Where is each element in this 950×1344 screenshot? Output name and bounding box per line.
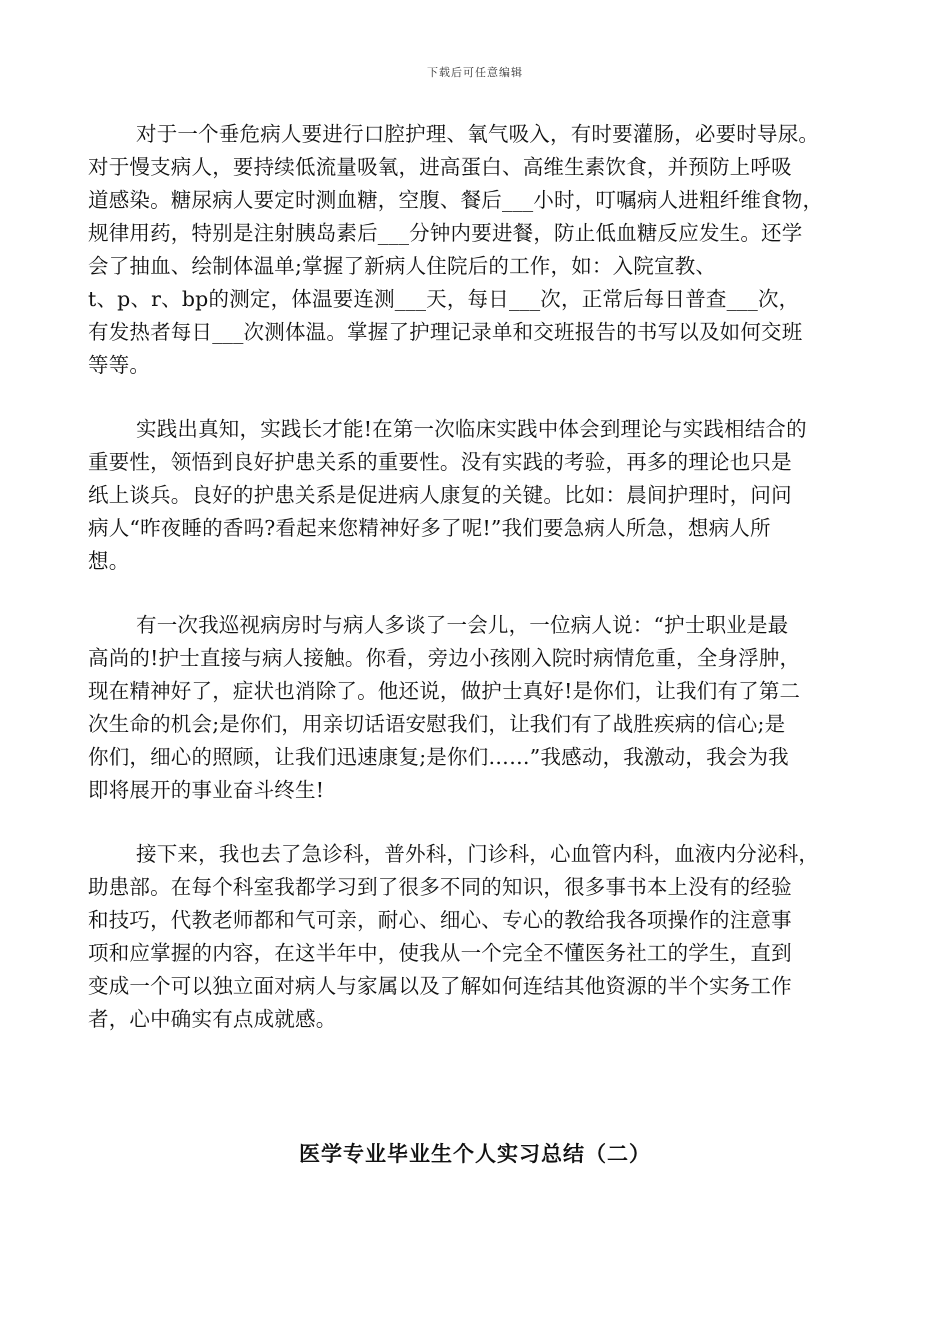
paragraph-nursing-care [88,118,862,382]
paragraph-departments [88,838,862,1036]
text-line: 有发热者每日___次测体温。掌握了护理记录单和交班报告的书写以及如何交班 [88,320,803,344]
page-header-note: 下载后可任意编辑 [427,66,523,79]
text-line: 现在精神好了，症状也消除了。他还说，做护士真好!是你们，让我们有了第二 [88,679,801,703]
text-line: 你们，细心的照顾，让我们迅速康复;是你们……”我感动，我激动，我会为我 [88,745,789,769]
text-line: 项和应掌握的内容，在这半年中，使我从一个完全不懂医务社工的学生，直到 [88,941,792,965]
text-line: 重要性，领悟到良好护患关系的重要性。没有实践的考验，再多的理论也只是 [88,450,792,474]
text-line: 会了抽血、绘制体温单;掌握了新病人住院后的工作，如：入院宣教、 [88,254,717,278]
text-line: 助患部。在每个科室我都学习到了很多不同的知识，很多事书本上没有的经验 [88,875,792,899]
text-line: 道感染。糖尿病人要定时测血糖，空腹、餐后___小时，叮嘱病人进粗纤维食物， [88,188,824,212]
text-line: 病人“昨夜睡的香吗?看起来您精神好多了呢!”我们要急病人所急，想病人所 [88,516,771,540]
text-line: 对于慢支病人，要持续低流量吸氧，进高蛋白、高维生素饮食，并预防上呼吸 [88,155,792,179]
text-line: 纸上谈兵。良好的护患关系是促进病人康复的关键。比如：晨间护理时，问问 [88,483,792,507]
text-line: 有一次我巡视病房时与病人多谈了一会儿，一位病人说：“护士职业是最 [136,613,789,637]
section-title: 医学专业毕业生个人实习总结（二） [299,1141,651,1166]
document-body [88,118,862,1067]
text-line: 想。 [88,549,130,573]
paragraph-practice [88,413,862,578]
paragraph-patient-story [88,609,862,807]
text-line: 次生命的机会;是你们，用亲切话语安慰我们，让我们有了战胜疾病的信心;是 [88,712,786,736]
text-line: 者，心中确实有点成就感。 [88,1007,337,1031]
text-line: 变成一个可以独立面对病人与家属以及了解如何连结其他资源的半个实务工作 [88,974,792,998]
text-line: 和技巧，代教老师都和气可亲，耐心、细心、专心的教给我各项操作的注意事 [88,908,792,932]
text-line: 等等。 [88,353,151,377]
text-line: 实践出真知，实践长才能!在第一次临床实践中体会到理论与实践相结合的 [136,417,807,441]
text-line: 接下来，我也去了急诊科，普外科，门诊科，心血管内科，血液内分泌科， [136,842,820,866]
text-line: t、p、r、bp的测定，体温要连测___天，每日___次，正常后每日普查___次， [88,287,800,311]
text-line: 规律用药，特别是注射胰岛素后___分钟内要进餐，防止低血糖反应发生。还学 [88,221,803,245]
text-line: 高尚的!护士直接与病人接触。你看，旁边小孩刚入院时病情危重，全身浮肿， [88,646,801,670]
text-line: 对于一个垂危病人要进行口腔护理、氧气吸入，有时要灌肠，必要时导尿。 [136,122,820,146]
text-line: 即将展开的事业奋斗终生! [88,778,325,802]
